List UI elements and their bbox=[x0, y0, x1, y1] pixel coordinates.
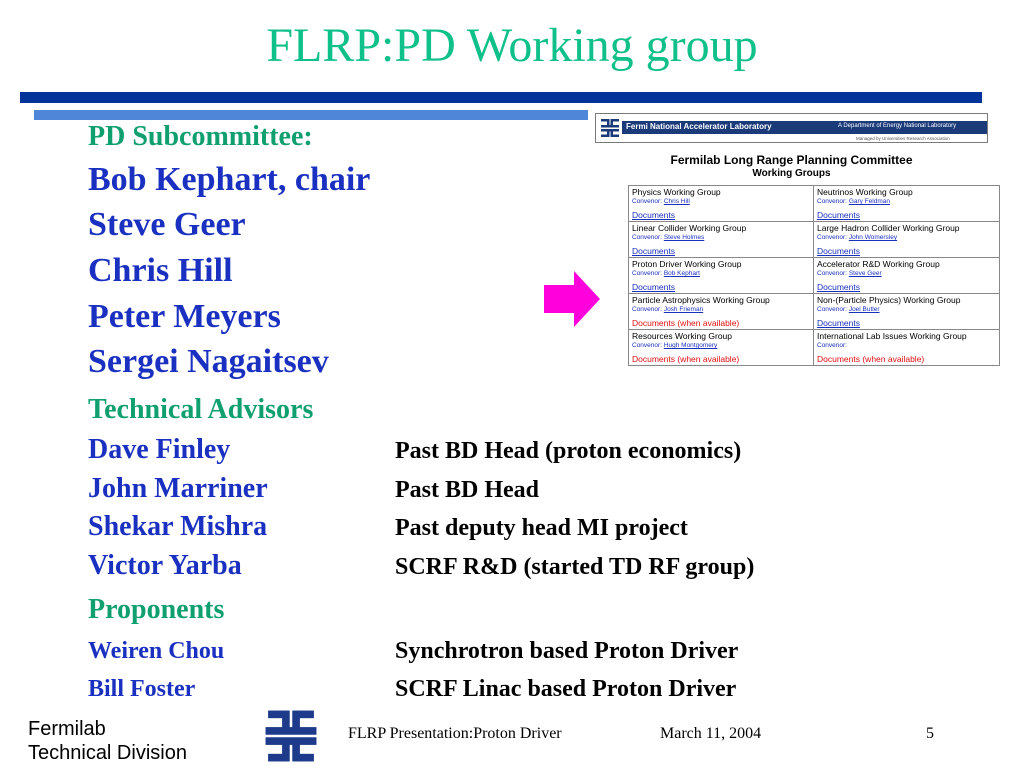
convenor-line bbox=[632, 269, 810, 279]
advisor-role: Past BD Head bbox=[395, 477, 539, 503]
working-group-cell bbox=[629, 186, 814, 222]
thumbnail-subtitle: Working Groups bbox=[752, 168, 831, 179]
proponent-name: Weiren Chou bbox=[88, 638, 225, 664]
advisors-heading: Technical Advisors bbox=[88, 394, 314, 425]
working-group-cell bbox=[629, 222, 814, 258]
group-name: Resources Working Group bbox=[632, 331, 732, 341]
footer-date: March 11, 2004 bbox=[660, 725, 762, 742]
convenor-link[interactable]: Steve Holmes bbox=[663, 234, 705, 241]
proponent-role: SCRF Linac based Proton Driver bbox=[395, 676, 737, 702]
member-name: Sergei Nagaitsev bbox=[88, 343, 329, 380]
convenor-link[interactable]: John Womersley bbox=[848, 234, 898, 241]
pointer-arrow-icon bbox=[544, 271, 600, 327]
convenor-link[interactable]: Hugh Montgomery bbox=[663, 342, 718, 349]
advisor-name: John Marriner bbox=[88, 473, 268, 504]
proponents-heading: Proponents bbox=[88, 594, 225, 625]
convenor-link[interactable]: Gary Feldman bbox=[848, 198, 890, 205]
convenor-line bbox=[632, 233, 810, 243]
documents-link[interactable]: Documents bbox=[632, 246, 675, 256]
working-group-cell bbox=[629, 258, 814, 294]
slide-title: FLRP:PD Working group bbox=[266, 19, 758, 72]
convenor-line bbox=[632, 305, 810, 315]
working-group-cell bbox=[814, 186, 1000, 222]
group-name: Linear Collider Working Group bbox=[632, 223, 747, 233]
convenor-link[interactable]: Steve Geer bbox=[848, 270, 882, 277]
page-number: 5 bbox=[926, 725, 934, 742]
title-rule bbox=[20, 92, 982, 103]
convenor-link[interactable]: Josh Frieman bbox=[663, 306, 704, 313]
footer-division-line1: Fermilab bbox=[28, 718, 106, 740]
working-groups-table bbox=[628, 185, 1000, 366]
group-name: Neutrinos Working Group bbox=[817, 187, 913, 197]
convenor-label: Convenor: bbox=[632, 270, 662, 277]
doe-text: A Department of Energy National Laboratory bbox=[838, 123, 957, 129]
working-group-cell bbox=[814, 294, 1000, 330]
convenor-label: Convenor: bbox=[817, 342, 847, 349]
group-name: Accelerator R&D Working Group bbox=[817, 259, 940, 269]
member-name: Bob Kephart, chair bbox=[88, 161, 371, 198]
managed-text: Managed by Universities Research Association bbox=[856, 136, 950, 141]
convenor-line bbox=[817, 197, 996, 207]
advisor-name: Victor Yarba bbox=[88, 550, 242, 581]
convenor-label: Convenor: bbox=[632, 306, 662, 313]
thumbnail-title: Fermilab Long Range Planning Committee bbox=[670, 153, 913, 167]
group-name: Proton Driver Working Group bbox=[632, 259, 742, 269]
table-row bbox=[629, 294, 1000, 330]
convenor-line bbox=[632, 197, 810, 207]
footer-division bbox=[28, 717, 187, 765]
convenor-label: Convenor: bbox=[817, 306, 847, 313]
title-rule-accent bbox=[34, 110, 588, 120]
proponent-name: Bill Foster bbox=[88, 676, 196, 702]
convenor-label: Convenor: bbox=[817, 198, 847, 205]
convenor-label: Convenor: bbox=[817, 234, 847, 241]
table-row bbox=[629, 330, 1000, 366]
advisor-name: Dave Finley bbox=[88, 434, 231, 465]
convenor-line bbox=[632, 341, 810, 351]
fermilab-logo-icon bbox=[262, 708, 320, 764]
member-name: Steve Geer bbox=[88, 206, 246, 243]
table-row bbox=[629, 186, 1000, 222]
subcommittee-heading: PD Subcommittee: bbox=[88, 121, 313, 152]
documents-link[interactable]: Documents (when available) bbox=[817, 354, 925, 364]
proponent-role: Synchrotron based Proton Driver bbox=[395, 638, 739, 664]
working-group-cell bbox=[814, 258, 1000, 294]
documents-link[interactable]: Documents (when available) bbox=[632, 318, 740, 328]
documents-link[interactable]: Documents bbox=[817, 318, 860, 328]
footer-presentation: FLRP Presentation:Proton Driver bbox=[348, 725, 562, 742]
convenor-label: Convenor: bbox=[817, 270, 847, 277]
convenor-line bbox=[817, 269, 996, 279]
convenor-line bbox=[817, 305, 996, 315]
group-name: International Lab Issues Working Group bbox=[817, 331, 967, 341]
table-row bbox=[629, 222, 1000, 258]
documents-link[interactable]: Documents (when available) bbox=[632, 354, 740, 364]
advisor-role: Past deputy head MI project bbox=[395, 515, 688, 541]
working-group-cell bbox=[814, 330, 1000, 366]
advisor-name: Shekar Mishra bbox=[88, 511, 268, 542]
documents-link[interactable]: Documents bbox=[817, 282, 860, 292]
convenor-link[interactable]: Chris Hill bbox=[663, 198, 690, 205]
group-name: Non-(Particle Physics) Working Group bbox=[817, 295, 961, 305]
convenor-line bbox=[817, 341, 996, 351]
convenor-label: Convenor: bbox=[632, 234, 662, 241]
footer-division-line2: Technical Division bbox=[28, 742, 187, 764]
table-row bbox=[629, 258, 1000, 294]
member-name: Peter Meyers bbox=[88, 298, 281, 335]
working-group-cell bbox=[814, 222, 1000, 258]
working-group-cell bbox=[629, 330, 814, 366]
convenor-link[interactable]: Joel Butler bbox=[848, 306, 880, 313]
group-name: Particle Astrophysics Working Group bbox=[632, 295, 770, 305]
documents-link[interactable]: Documents bbox=[632, 282, 675, 292]
documents-link[interactable]: Documents bbox=[817, 210, 860, 220]
convenor-line bbox=[817, 233, 996, 243]
documents-link[interactable]: Documents bbox=[632, 210, 675, 220]
convenor-link[interactable]: Bob Kephart bbox=[663, 270, 700, 277]
lab-name: Fermi National Accelerator Laboratory bbox=[626, 122, 772, 131]
group-name: Physics Working Group bbox=[632, 187, 721, 197]
documents-link[interactable]: Documents bbox=[817, 246, 860, 256]
thumbnail-header bbox=[595, 113, 988, 143]
advisor-role: SCRF R&D (started TD RF group) bbox=[395, 554, 755, 580]
member-name: Chris Hill bbox=[88, 252, 233, 289]
convenor-label: Convenor: bbox=[632, 342, 662, 349]
group-name: Large Hadron Collider Working Group bbox=[817, 223, 960, 233]
working-groups-page-thumbnail bbox=[595, 113, 988, 423]
convenor-label: Convenor: bbox=[632, 198, 662, 205]
fermilab-logo-icon bbox=[599, 117, 621, 139]
advisor-role: Past BD Head (proton economics) bbox=[395, 438, 742, 464]
working-group-cell bbox=[629, 294, 814, 330]
